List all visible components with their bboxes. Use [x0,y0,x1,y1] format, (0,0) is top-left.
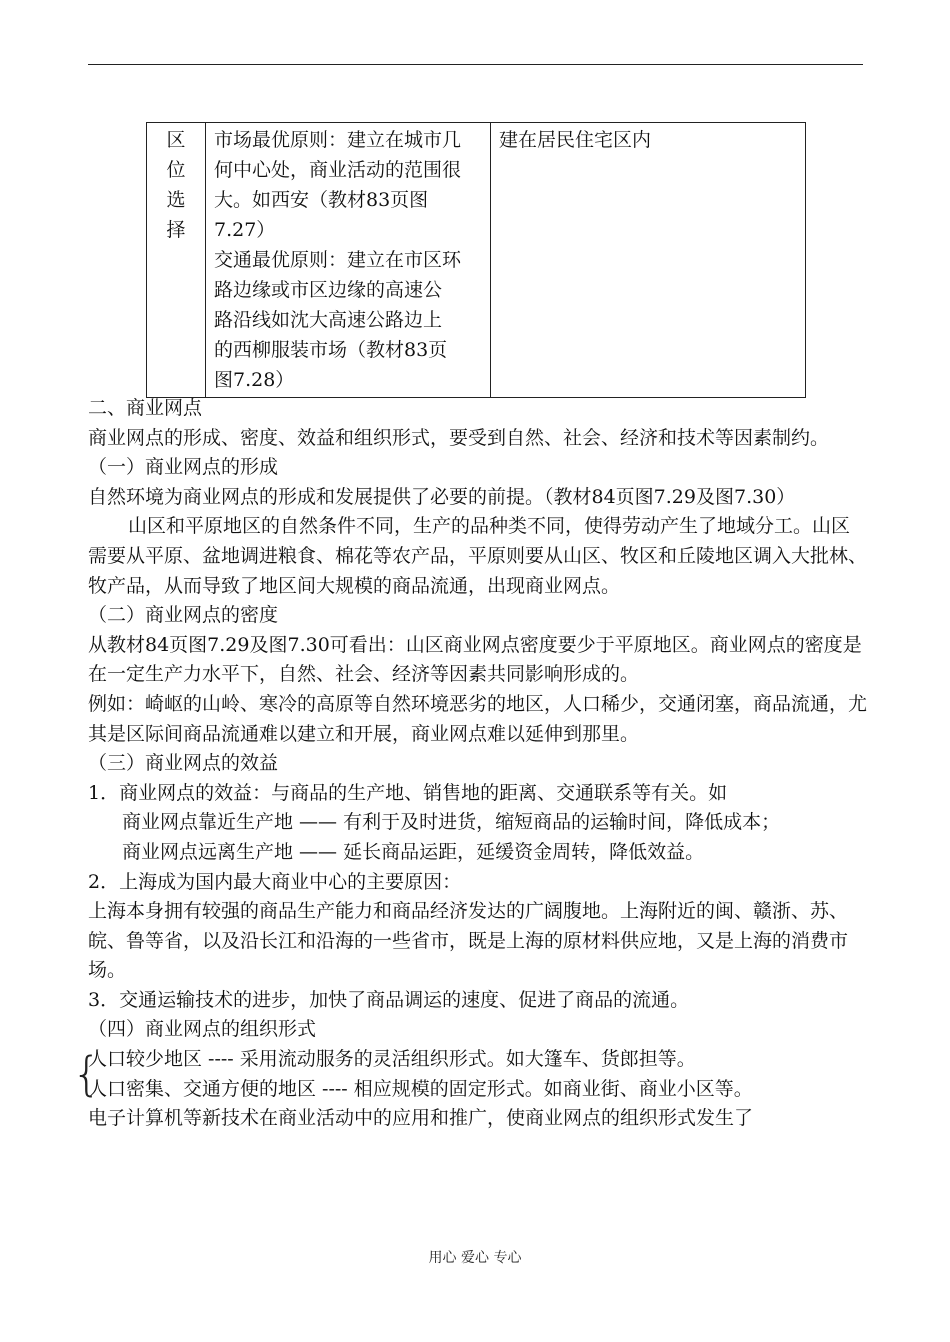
subsection-title: （三）商业网点的效益 [88,752,279,775]
list-item: 人口较少地区 ---- 采用流动服务的灵活组织形式。如大篷车、货郎担等。 [88,1048,696,1071]
list-item: 2．上海成为国内最大商业中心的主要原因： [88,870,462,893]
section-heading: 二、商业网点 [88,397,203,419]
cell-line: 的西柳服装市场（教材83页 [214,339,448,361]
cell-line: 路边缘或市区边缘的高速公 [214,279,443,301]
residential-cell: 建在居民住宅区内 [491,123,806,398]
subsection-title: （一）商业网点的形成 [88,456,279,479]
cell-line: 大。如西安（教材83页图 [214,189,429,211]
row-label-char: 选 [166,189,186,211]
subsection-title: （四）商业网点的组织形式 [88,1018,317,1041]
brace-icon: { [72,1047,102,1102]
cell-line: 图7.28） [214,369,295,391]
brace-group [72,1045,868,1104]
list-item: 3．交通运输技术的进步，加快了商品调运的速度、促进了商品的流通。 [88,988,690,1011]
row-label-char: 择 [166,219,186,241]
row-label-cell [147,123,206,398]
document-body [72,394,868,1134]
list-subitem: 商业网点远离生产地 —— 延长商品运距，延缓资金周转，降低效益。 [122,840,705,863]
cell-line: 交通最优原则：建立在市区环 [214,249,462,271]
cell-line: 市场最优原则：建立在城市几 [214,129,462,151]
paragraph: 从教材84页图7.29及图7.30可看出：山区商业网点密度要少于平原地区。商业网点的密度是在一定生产力水平下，自然、社会、经济等因素共同影响形成的。 [88,633,862,686]
paragraph: 电子计算机等新技术在商业活动中的应用和推广，使商业网点的组织形式发生了 [88,1107,754,1130]
row-label-char: 区 [166,129,186,151]
list-subitem: 商业网点靠近生产地 —— 有利于及时进货，缩短商品的运输时间，降低成本； [122,811,781,834]
location-table [146,122,806,398]
row-label-char: 位 [166,159,186,181]
principles-cell [206,123,491,398]
paragraph: 例如：崎岖的山岭、寒冷的高原等自然环境恶劣的地区，人口稀少，交通闭塞，商品流通，尤其是区际间商品流通难以建立和开展，商业网点难以延伸到那里。 [88,692,868,745]
paragraph: 上海本身拥有较强的商品生产能力和商品经济发达的广阔腹地。上海附近的闽、赣浙、苏、皖、鲁等省，以及沿长江和沿海的一些省市，既是上海的原材料供应地，又是上海的消费市场。 [88,900,849,982]
paragraph: 自然环境为商业网点的形成和发展提供了必要的前提。（教材84页图7.29及图7.30） [88,485,796,508]
table-row [147,123,806,398]
cell-line: 路沿线如沈大高速公路边上 [214,309,443,331]
subsection-title: （二）商业网点的密度 [88,604,279,627]
header-rule [88,64,863,65]
list-item: 1．商业网点的效益：与商品的生产地、销售地的距离、交通联系等有关。如 [88,781,728,804]
paragraph: 商业网点的形成、密度、效益和组织形式，要受到自然、社会、经济和技术等因素制约。 [88,426,830,449]
paragraph: 山区和平原地区的自然条件不同，生产的品种类不同，使得劳动产生了地域分工。山区需要从平原、盆地调进粮食、棉花等农产品，平原则要从山区、牧区和丘陵地区调入大批林、牧产品，从而导致了地区间大规模的商品流通，出现商业网点。 [88,515,868,597]
cell-line: 7.27） [214,219,276,241]
page-footer: 用心 爱心 专心 [428,1250,522,1266]
cell-line: 何中心处，商业活动的范围很 [214,159,462,181]
list-item: 人口密集、交通方便的地区 ---- 相应规模的固定形式。如商业街、商业小区等。 [88,1077,753,1100]
